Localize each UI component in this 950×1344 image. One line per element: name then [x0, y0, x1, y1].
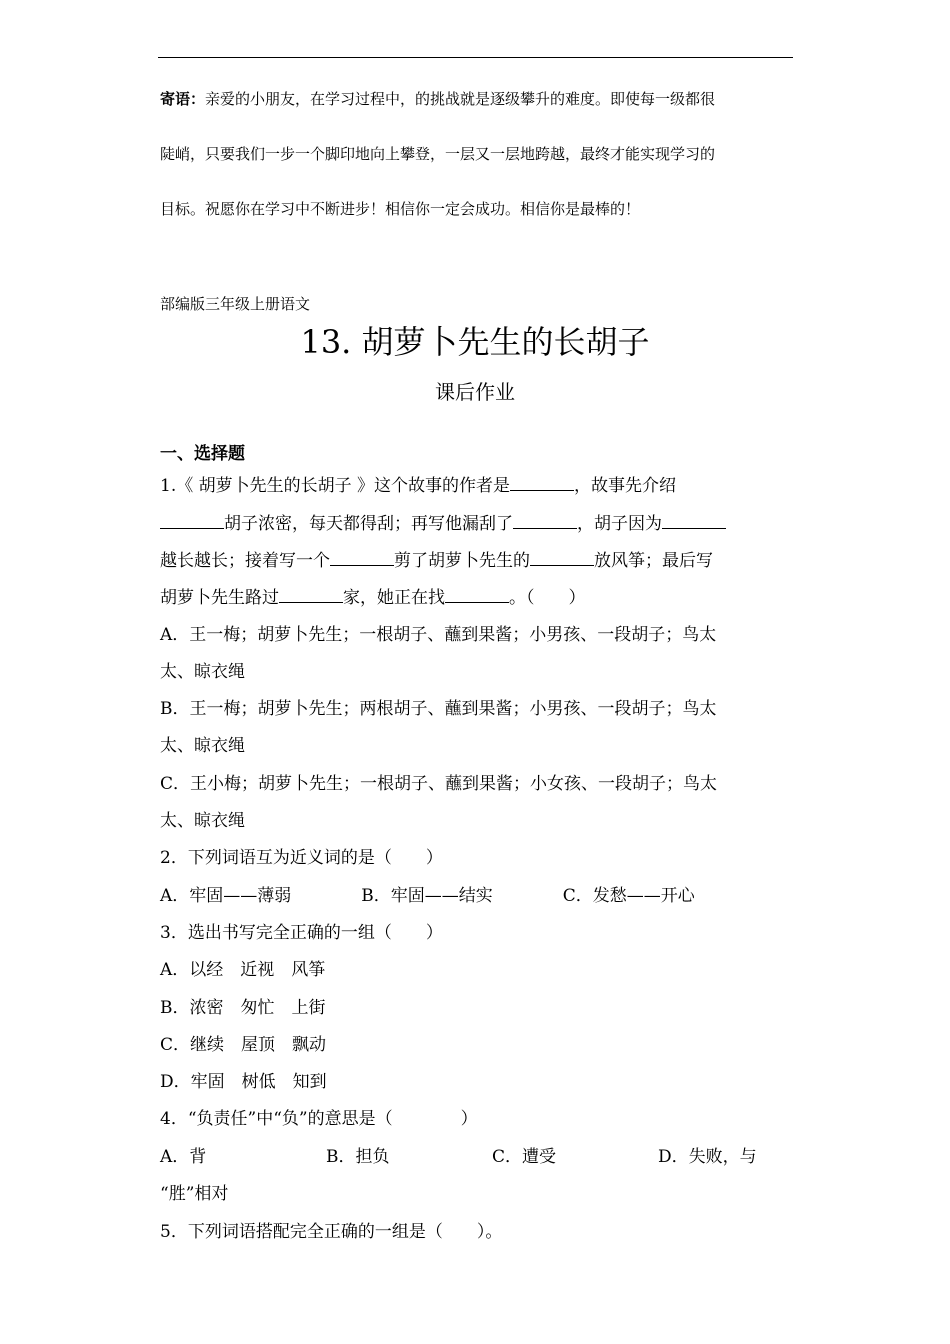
page-title: 13. 胡萝卜先生的长胡子: [300, 323, 650, 361]
q1-option-c-cont: 太、晾衣绳: [160, 811, 245, 831]
q1-option-b: B．王一梅；胡萝卜先生；两根胡子、蘸到果酱；小男孩、一段胡子；鸟太: [160, 699, 717, 719]
q5-stem: 5．下列词语搭配完全正确的一组是（ ）。: [160, 1222, 503, 1242]
q1-option-b-cont: 太、晾衣绳: [160, 736, 245, 756]
q1-line-2: [160, 511, 726, 536]
answer-blank: [330, 548, 394, 566]
q1-line-3: [160, 548, 713, 573]
q4-options: [160, 1145, 757, 1169]
q2-option-a: A．牢固——薄弱: [160, 886, 292, 906]
q1-line-4: [160, 585, 586, 610]
answer-blank: [279, 585, 343, 603]
q1-text: ，故事先介绍: [574, 476, 677, 496]
q4-option-a: A．背: [160, 1147, 207, 1167]
q4-option-d: D．失败，与: [658, 1147, 757, 1167]
answer-blank: [160, 511, 224, 529]
q4-option-c: C．遭受: [492, 1147, 557, 1167]
section-heading: 一、选择题: [160, 444, 245, 464]
edition-label: 部编版三年级上册语文: [160, 295, 311, 313]
q1-text: 家，她正在找: [343, 588, 445, 608]
answer-blank: [510, 473, 574, 491]
q4-option-b: B．担负: [326, 1147, 390, 1167]
motto-text-1: 亲爱的小朋友，在学习过程中，的挑战就是逐级攀升的难度。即使每一级都很: [205, 90, 716, 108]
q1-text: 越长越长；接着写一个: [160, 551, 330, 571]
q2-stem: 2．下列词语互为近义词的是（ ）: [160, 848, 443, 868]
page-subtitle: 课后作业: [435, 380, 515, 404]
q1-text: ，胡子因为: [577, 514, 662, 534]
q2-option-b: B．牢固——结实: [361, 886, 493, 906]
answer-blank: [513, 511, 577, 529]
q1-text: 胡子浓密，每天都得刮；再写他漏刮了: [224, 514, 513, 534]
q1-option-c: C．王小梅；胡萝卜先生；一根胡子、蘸到果酱；小女孩、一段胡子；鸟太: [160, 774, 718, 794]
answer-blank: [530, 548, 594, 566]
q1-text: 1.《 胡萝卜先生的长胡子 》这个故事的作者是: [160, 476, 511, 496]
q4-option-d-cont: “胜”相对: [160, 1184, 229, 1204]
q3-option-c: C．继续 屋顶 飘动: [160, 1035, 327, 1055]
q1-text: 。（ ）: [509, 588, 586, 608]
q1-line-1: [160, 473, 676, 498]
q1-option-a-cont: 太、晾衣绳: [160, 662, 245, 682]
answer-blank: [445, 585, 509, 603]
q2-option-c: C．发愁——开心: [562, 886, 695, 906]
q3-stem: 3．选出书写完全正确的一组（ ）: [160, 923, 443, 943]
q1-option-a: A．王一梅；胡萝卜先生；一根胡子、蘸到果酱；小男孩、一段胡子；鸟太: [160, 625, 717, 645]
motto-line-1: [160, 89, 715, 109]
q1-text: 胡萝卜先生路过: [160, 588, 279, 608]
q1-text: 剪了胡萝卜先生的: [394, 551, 530, 571]
motto-label: 寄语：: [160, 90, 206, 108]
header-rule: [158, 57, 793, 58]
motto-line-3: 目标。祝愿你在学习中不断进步！相信你一定会成功。相信你是最棒的！: [160, 200, 641, 218]
q3-option-a: A．以经 近视 风筝: [160, 960, 326, 980]
answer-blank: [662, 511, 726, 529]
q4-stem: 4．“负责任”中“负”的意思是（ ）: [160, 1109, 478, 1129]
q2-options: [160, 884, 695, 908]
q3-option-b: B．浓密 匆忙 上街: [160, 998, 326, 1018]
motto-line-2: 陡峭，只要我们一步一个脚印地向上攀登，一层又一层地跨越，最终才能实现学习的: [160, 145, 716, 163]
q3-option-d: D．牢固 树低 知到: [160, 1072, 327, 1092]
q1-text: 放风筝；最后写: [594, 551, 713, 571]
